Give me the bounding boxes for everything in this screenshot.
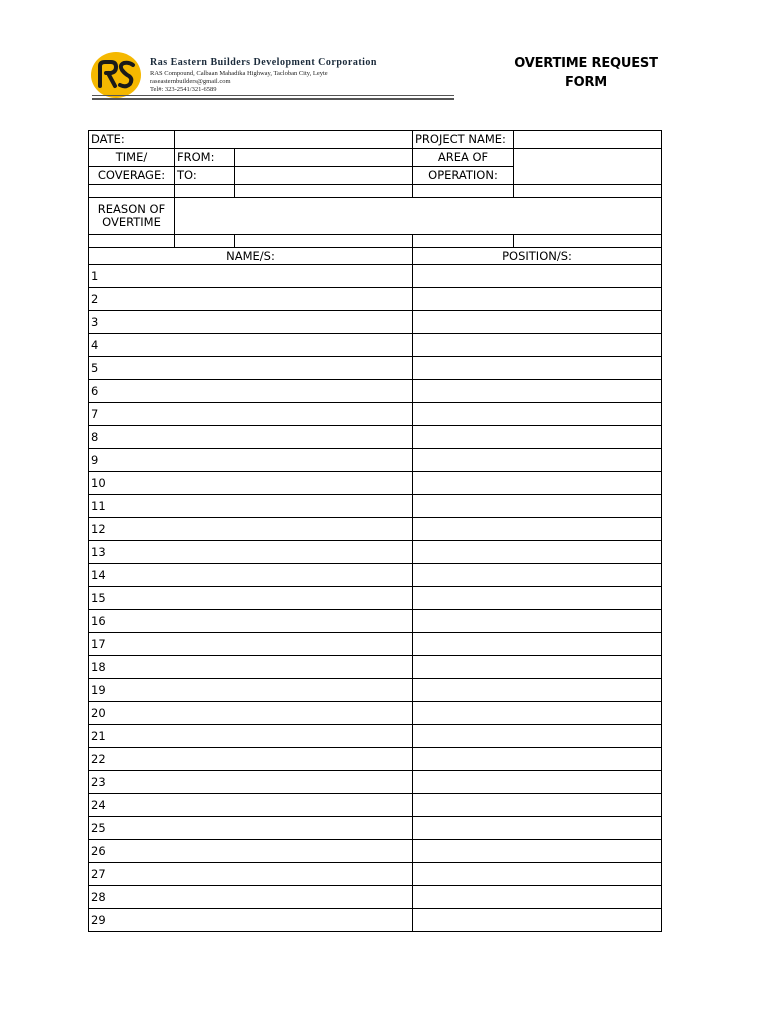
row-number: 14 [91, 567, 106, 582]
employee-position-cell[interactable] [413, 863, 662, 886]
row-number: 26 [91, 843, 106, 858]
row-number: 24 [91, 797, 106, 812]
from-label: FROM: [175, 149, 235, 167]
employee-name-cell[interactable] [89, 564, 413, 587]
employee-row [89, 909, 662, 932]
to-field[interactable] [235, 167, 413, 185]
area-label: AREA OF [413, 149, 514, 167]
employee-row [89, 748, 662, 771]
employee-position-cell[interactable] [413, 817, 662, 840]
employee-name-cell[interactable] [89, 403, 413, 426]
employee-position-cell[interactable] [413, 334, 662, 357]
employee-row [89, 495, 662, 518]
employee-position-cell[interactable] [413, 679, 662, 702]
employee-name-cell[interactable] [89, 886, 413, 909]
company-email: raseasternbuilders@gmail.com [150, 78, 231, 85]
row-number: 8 [91, 429, 99, 444]
employee-row [89, 610, 662, 633]
employee-position-cell[interactable] [413, 472, 662, 495]
employee-position-cell[interactable] [413, 587, 662, 610]
reason-label [89, 198, 175, 235]
employee-row [89, 426, 662, 449]
employee-row [89, 403, 662, 426]
employee-position-cell[interactable] [413, 633, 662, 656]
form-title [510, 54, 662, 92]
employee-row [89, 564, 662, 587]
row-number: 17 [91, 636, 106, 651]
row-number: 10 [91, 475, 106, 490]
spacer-cell [175, 235, 235, 248]
employee-row [89, 702, 662, 725]
project-name-label: PROJECT NAME: [413, 131, 514, 149]
employee-position-cell[interactable] [413, 656, 662, 679]
operation-label: OPERATION: [413, 167, 514, 185]
employee-name-cell[interactable] [89, 495, 413, 518]
employee-row [89, 449, 662, 472]
employee-row [89, 633, 662, 656]
employee-name-cell[interactable] [89, 863, 413, 886]
row-number: 21 [91, 728, 106, 743]
employee-name-cell[interactable] [89, 748, 413, 771]
company-logo [91, 52, 141, 98]
employee-row [89, 886, 662, 909]
to-label: TO: [175, 167, 235, 185]
employee-row [89, 311, 662, 334]
employee-position-cell[interactable] [413, 518, 662, 541]
employee-name-cell[interactable] [89, 702, 413, 725]
employee-position-cell[interactable] [413, 702, 662, 725]
employee-position-cell[interactable] [413, 403, 662, 426]
employee-row [89, 587, 662, 610]
employee-position-cell[interactable] [413, 541, 662, 564]
employee-name-cell[interactable] [89, 334, 413, 357]
spacer-row-1 [89, 185, 662, 198]
company-name: Ras Eastern Builders Development Corporation [150, 57, 377, 68]
employee-position-cell[interactable] [413, 840, 662, 863]
employee-position-cell[interactable] [413, 426, 662, 449]
spacer-cell [235, 185, 413, 198]
employee-row [89, 541, 662, 564]
row-number: 25 [91, 820, 106, 835]
employee-name-cell[interactable] [89, 794, 413, 817]
row-number: 1 [91, 268, 99, 283]
employee-row [89, 380, 662, 403]
row-number: 9 [91, 452, 99, 467]
date-field[interactable] [175, 131, 413, 149]
employee-position-cell[interactable] [413, 380, 662, 403]
date-label: DATE: [89, 131, 175, 149]
row-number: 28 [91, 889, 106, 904]
from-field[interactable] [235, 149, 413, 167]
employee-row [89, 863, 662, 886]
header-rule-thick [92, 98, 454, 100]
employee-position-cell[interactable] [413, 771, 662, 794]
row-number: 29 [91, 912, 106, 927]
employee-name-cell[interactable] [89, 541, 413, 564]
employee-position-cell[interactable] [413, 449, 662, 472]
row-number: 23 [91, 774, 106, 789]
employee-name-cell[interactable] [89, 656, 413, 679]
employee-position-cell[interactable] [413, 288, 662, 311]
employee-name-cell[interactable] [89, 633, 413, 656]
names-header-row [89, 248, 662, 265]
project-name-field[interactable] [514, 131, 662, 149]
employee-row [89, 725, 662, 748]
header-rule-thin [92, 95, 454, 96]
employee-name-cell[interactable] [89, 725, 413, 748]
employee-name-cell[interactable] [89, 357, 413, 380]
company-tel: Tel#: 323-2541/321-6589 [150, 86, 217, 93]
positions-header: POSITION/S: [413, 248, 662, 265]
row-number: 2 [91, 291, 99, 306]
row-number: 5 [91, 360, 99, 375]
spacer-row-2 [89, 235, 662, 248]
employee-row [89, 357, 662, 380]
employee-position-cell[interactable] [413, 725, 662, 748]
employee-position-cell[interactable] [413, 265, 662, 288]
employee-position-cell[interactable] [413, 794, 662, 817]
employee-name-cell[interactable] [89, 449, 413, 472]
row-number: 19 [91, 682, 106, 697]
date-row [89, 131, 662, 149]
row-number: 18 [91, 659, 106, 674]
employee-row [89, 840, 662, 863]
employee-position-cell[interactable] [413, 909, 662, 932]
employee-row [89, 771, 662, 794]
row-number: 11 [91, 498, 106, 513]
employee-name-cell[interactable] [89, 518, 413, 541]
row-number: 6 [91, 383, 99, 398]
spacer-cell [514, 185, 662, 198]
overtime-form-table [88, 130, 662, 932]
employee-name-cell[interactable] [89, 288, 413, 311]
employee-row [89, 817, 662, 840]
employee-name-cell[interactable] [89, 840, 413, 863]
row-number: 20 [91, 705, 106, 720]
row-number: 7 [91, 406, 99, 421]
company-address: RAS Compound, Calbaan Mahadika Highway, Tacloban City, Leyte [150, 70, 328, 77]
employee-position-cell[interactable] [413, 748, 662, 771]
employee-name-cell[interactable] [89, 380, 413, 403]
spacer-cell [413, 235, 514, 248]
spacer-cell [514, 235, 662, 248]
employee-row [89, 472, 662, 495]
employee-row [89, 334, 662, 357]
employee-name-cell[interactable] [89, 311, 413, 334]
reason-label-line-2: OVERTIME [102, 215, 161, 229]
employee-position-cell[interactable] [413, 564, 662, 587]
row-number: 16 [91, 613, 106, 628]
reason-label-line-1: REASON OF [97, 202, 166, 216]
spacer-cell [175, 185, 235, 198]
employee-row [89, 288, 662, 311]
spacer-cell [235, 235, 413, 248]
coverage-label: COVERAGE: [89, 167, 175, 185]
row-number: 15 [91, 590, 106, 605]
spacer-cell [413, 185, 514, 198]
area-of-operation-field[interactable] [514, 149, 662, 185]
employee-row [89, 265, 662, 288]
time-label: TIME/ [89, 149, 175, 167]
employee-name-cell[interactable] [89, 265, 413, 288]
form-title-line-1: OVERTIME REQUEST [514, 56, 658, 71]
spacer-cell [89, 235, 175, 248]
names-header: NAME/S: [89, 248, 413, 265]
form-title-line-2: FORM [564, 75, 608, 90]
employee-position-cell[interactable] [413, 886, 662, 909]
reason-row [89, 198, 662, 235]
row-number: 4 [91, 337, 99, 352]
spacer-cell [89, 185, 175, 198]
employee-row [89, 679, 662, 702]
employee-position-cell[interactable] [413, 357, 662, 380]
employee-row [89, 518, 662, 541]
employee-name-cell[interactable] [89, 909, 413, 932]
employee-name-cell[interactable] [89, 679, 413, 702]
row-number: 22 [91, 751, 106, 766]
employee-name-cell[interactable] [89, 587, 413, 610]
time-from-row [89, 149, 662, 167]
employee-name-cell[interactable] [89, 472, 413, 495]
row-number: 27 [91, 866, 106, 881]
reason-field[interactable] [175, 198, 662, 235]
employee-position-cell[interactable] [413, 610, 662, 633]
employee-name-cell[interactable] [89, 426, 413, 449]
employee-row [89, 794, 662, 817]
row-number: 12 [91, 521, 106, 536]
logo-mark-icon [91, 52, 141, 98]
employee-name-cell[interactable] [89, 817, 413, 840]
row-number: 13 [91, 544, 106, 559]
employee-row [89, 656, 662, 679]
employee-name-cell[interactable] [89, 610, 413, 633]
employee-name-cell[interactable] [89, 771, 413, 794]
employee-position-cell[interactable] [413, 495, 662, 518]
employee-position-cell[interactable] [413, 311, 662, 334]
row-number: 3 [91, 314, 99, 329]
